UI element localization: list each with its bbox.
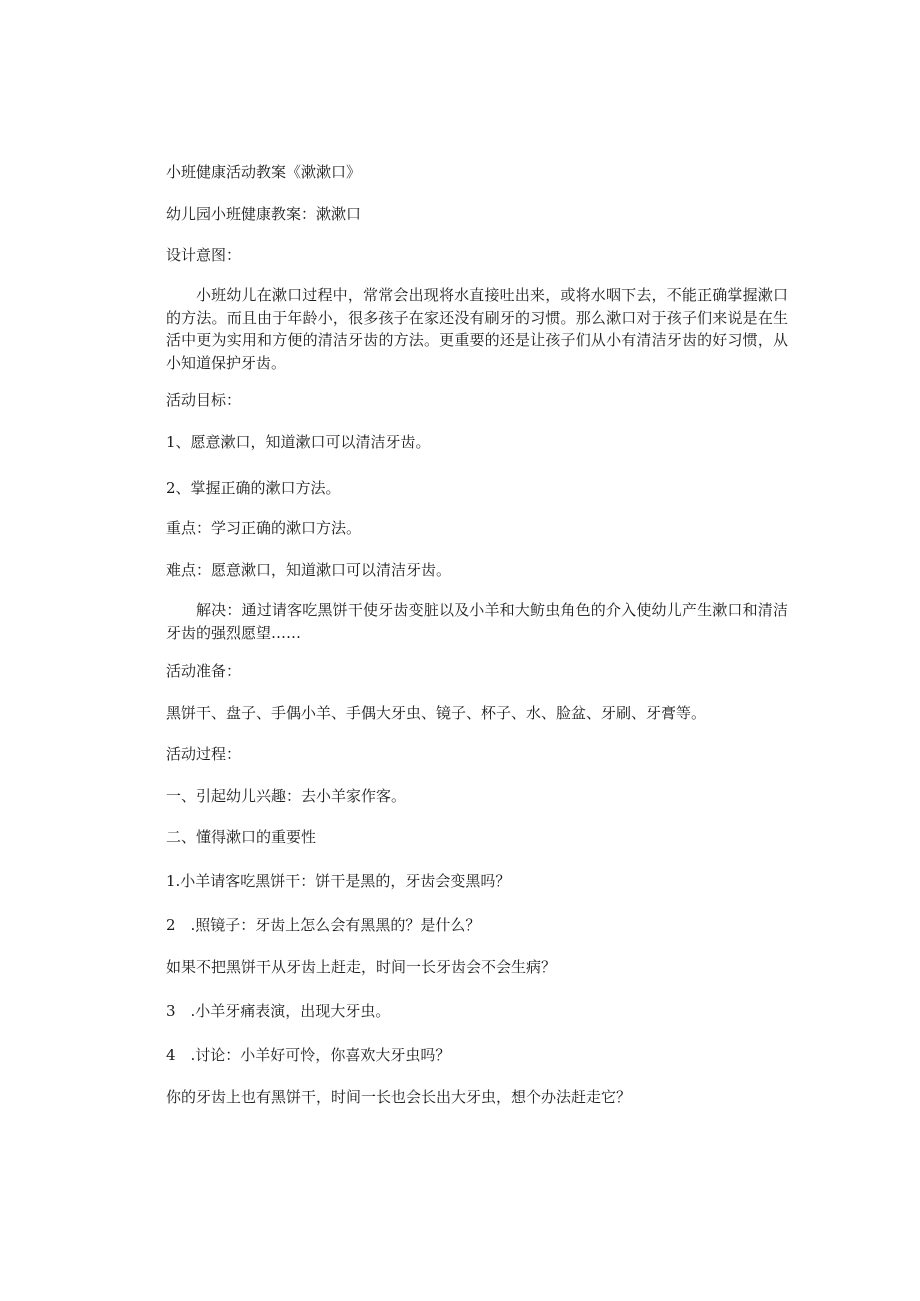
- goal-item-2: 2、掌握正确的漱口方法。: [166, 479, 341, 497]
- solution-paragraph: 解决：通过请客吃黑饼干使牙齿变脏以及小羊和大鲂虫角色的介入使幼儿产生漱口和清洁牙齿的强烈愿望……: [166, 601, 788, 642]
- sub-step-3: 3 .小羊牙痛表演，出现大牙虫。: [166, 1002, 391, 1020]
- preparation-items: 黑饼干、盘子、手偶小羊、手偶大牙虫、镜子、杯子、水、脸盆、牙刷、牙膏等。: [166, 704, 707, 722]
- process-heading: 活动过程：: [166, 745, 242, 763]
- sub-step-4-followup: 你的牙齿上也有黑饼干，时间一长也会长出大牙虫，想个办法赶走它？: [166, 1088, 632, 1106]
- process-step-one: 一、引起幼儿兴趣：去小羊家作客。: [166, 787, 407, 805]
- document-subtitle: 幼儿园小班健康教案：漱漱口: [166, 205, 362, 223]
- sub-step-4: 4 .讨论：小羊好可怜，你喜欢大牙虫吗？: [166, 1046, 451, 1064]
- goal-item-1: 1、愿意漱口，知道漱口可以清洁牙齿。: [166, 433, 431, 451]
- sub-step-1: 1.小羊请客吃黑饼干：饼干是黑的，牙齿会变黑吗？: [166, 872, 511, 890]
- preparation-heading: 活动准备：: [166, 662, 242, 680]
- process-step-two: 二、懂得漱口的重要性: [166, 828, 317, 846]
- sub-step-2: 2 .照镜子：牙齿上怎么会有黑黑的？是什么？: [166, 916, 481, 934]
- difficulty-point: 难点：愿意漱口，知道漱口可以清洁牙齿。: [166, 561, 452, 579]
- sub-step-2-followup: 如果不把黑饼干从牙齿上赶走，时间一长牙齿会不会生病？: [166, 958, 557, 976]
- key-point: 重点：学习正确的漱口方法。: [166, 519, 362, 537]
- design-intent-body: 小班幼儿在漱口过程中，常常会出现将水直接吐出来，或将水咽下去，不能正确掌握漱口的方法。而且由于年龄小，很多孩子在家还没有刷牙的习惯。那么漱口对于孩子们来说是在生活中更为实用和方便的清洁牙齿的方法。更重要的还是让孩子们从小有清洁牙齿的好习惯，从小知道保护牙齿。: [166, 286, 788, 372]
- goals-heading: 活动目标：: [166, 391, 242, 409]
- design-intent-heading: 设计意图：: [166, 246, 242, 264]
- document-title: 小班健康活动教案《漱漱口》: [166, 163, 362, 181]
